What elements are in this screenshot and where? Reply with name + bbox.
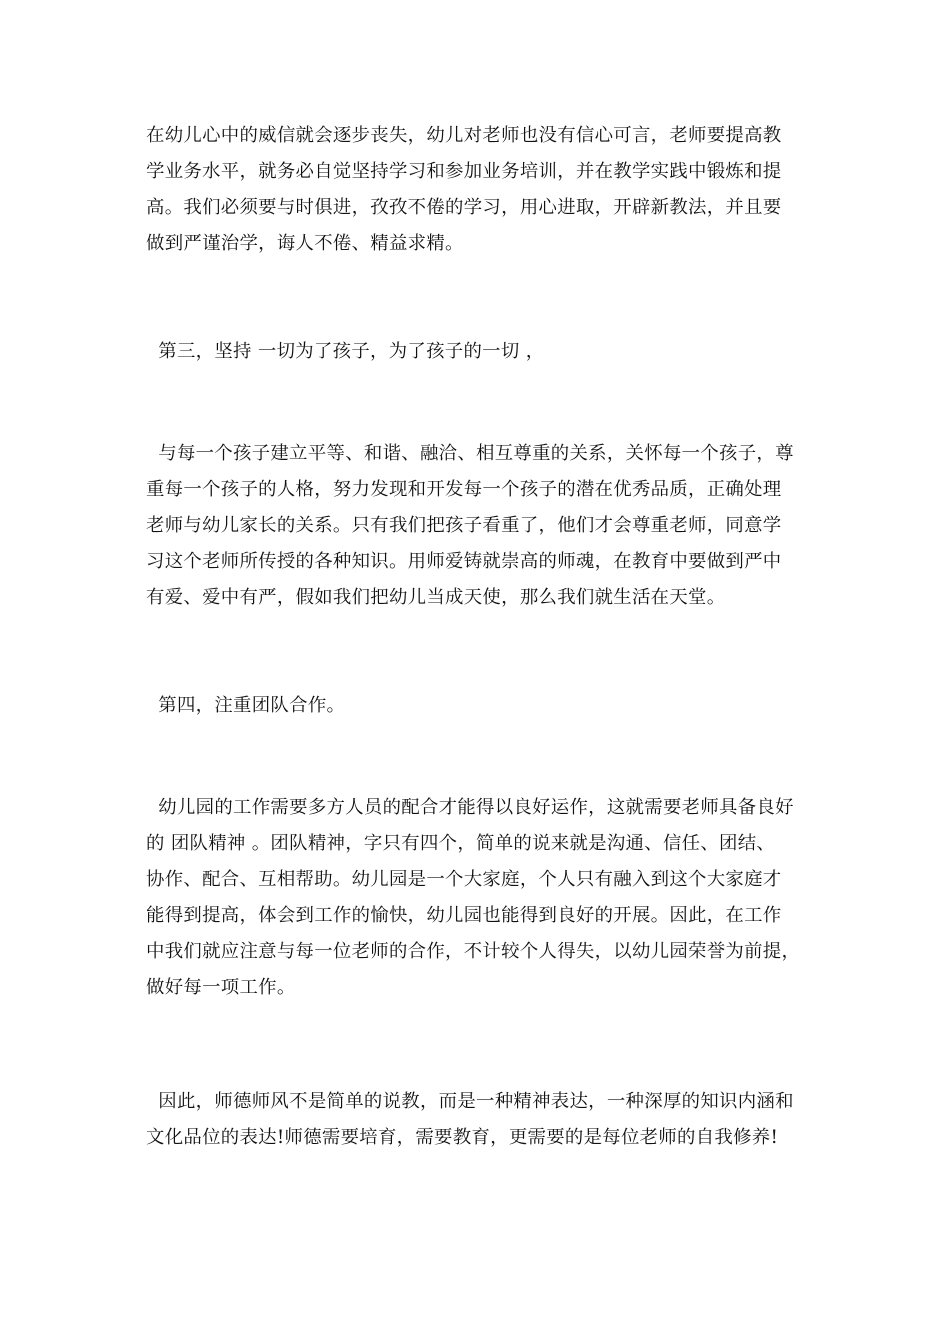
paragraph-teacher-skills (146, 118, 811, 262)
text-line: 重每一个孩子的人格，努力发现和开发每一个孩子的潜在优秀品质，正确处理 (146, 479, 782, 500)
text-line: 高。我们必须要与时俱进，孜孜不倦的学习，用心进取，开辟新教法，并且要 (146, 197, 782, 218)
text-line: 因此，师德师风不是简单的说教，而是一种精神表达，一种深厚的知识内涵和 (146, 1091, 794, 1112)
text-line: 协作、配合、互相帮助。幼儿园是一个大家庭，个人只有融入到这个大家庭才 (146, 869, 782, 890)
paragraph-teamwork (146, 790, 811, 1006)
text-line: 第四，注重团队合作。 (146, 695, 346, 716)
text-line: 文化品位的表达!师德需要培育，需要教育，更需要的是每位老师的自我修养! (146, 1127, 779, 1148)
text-line: 的 团队精神 。团队精神，字只有四个，简单的说来就是沟通、信任、团结、 (146, 833, 776, 854)
text-line: 与每一个孩子建立平等、和谐、融洽、相互尊重的关系，关怀每一个孩子，尊 (146, 443, 794, 464)
text-line: 做到严谨治学，诲人不倦、精益求精。 (146, 233, 464, 254)
text-line: 老师与幼儿家长的关系。只有我们把孩子看重了，他们才会尊重老师，同意学 (146, 515, 782, 536)
text-line: 有爱、爱中有严，假如我们把幼儿当成天使，那么我们就生活在天堂。 (146, 587, 726, 608)
text-line: 在幼儿心中的威信就会逐步丧失，幼儿对老师也没有信心可言，老师要提高教 (146, 125, 782, 146)
text-line: 能得到提高，体会到工作的愉快，幼儿园也能得到良好的开展。因此，在工作 (146, 905, 782, 926)
text-line: 习这个老师所传授的各种知识。用师爱铸就崇高的师魂，在教育中要做到严中 (146, 551, 782, 572)
section-heading-third (146, 334, 811, 370)
text-line: 中我们就应注意与每一位老师的合作，不计较个人得失，以幼儿园荣誉为前提， (146, 941, 801, 962)
text-line: 第三，坚持 一切为了孩子，为了孩子的一切 ， (146, 341, 545, 362)
section-heading-fourth (146, 688, 811, 724)
text-line: 幼儿园的工作需要多方人员的配合才能得以良好运作，这就需要老师具备良好 (146, 797, 794, 818)
paragraph-conclusion (146, 1084, 811, 1156)
paragraph-respect-children (146, 436, 811, 616)
text-line: 学业务水平，就务必自觉坚持学习和参加业务培训，并在教学实践中锻炼和提 (146, 161, 782, 182)
text-line: 做好每一项工作。 (146, 977, 296, 998)
